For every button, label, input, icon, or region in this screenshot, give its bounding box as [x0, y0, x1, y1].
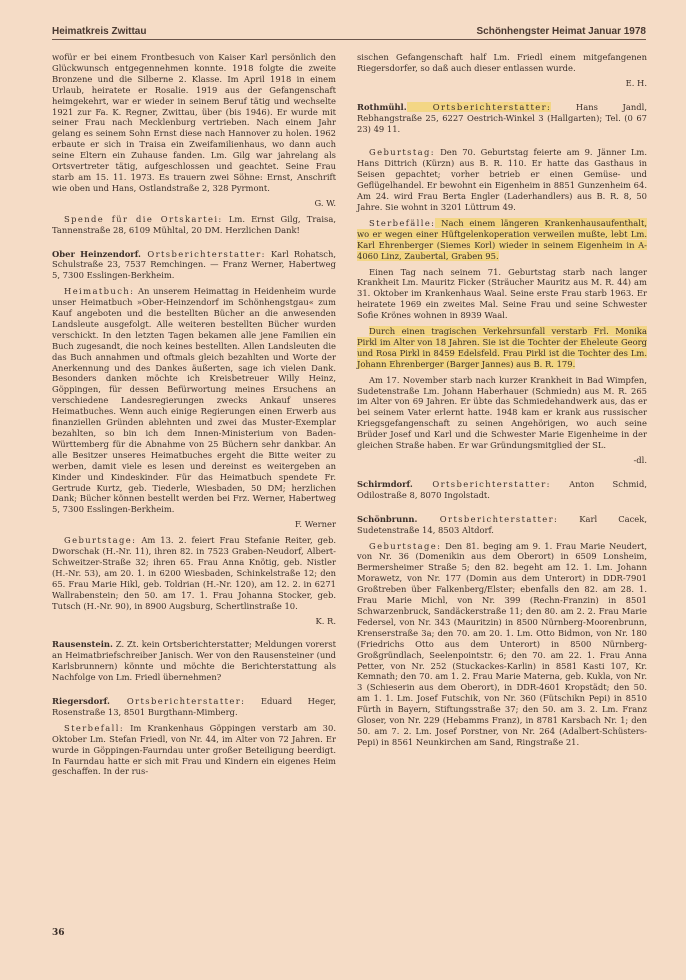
header-left: Heimatkreis Zwittau — [52, 26, 147, 37]
section-label: Ortsberichterstatter: — [412, 478, 551, 489]
running-header — [52, 26, 646, 40]
signature: K. R. — [315, 615, 336, 626]
page-number: 36 — [52, 928, 65, 938]
section-label: Ortsberichterstatter: — [406, 101, 552, 112]
place-heading: Schirmdorf. — [357, 478, 413, 489]
section-label: Spende für die Ortskartei: — [64, 213, 223, 224]
paragraph-sterbefall: Sterbefall: Im Krankenhaus Göppingen verstarb am 30. Oktober Lm. Stefan Friedl, von Nr. 44, im Alter von 72 Jahren. Er wurde in Göppingen-Faurndau unter großer Beteiligung beerdigt. In Faurndau hatte er sich mit Frau und Kindern ein eigenes Heim geschaffen. In der rus- — [52, 722, 336, 777]
section-label: Ortsberichterstatter: — [417, 513, 559, 524]
signature: G. W. — [314, 197, 336, 208]
section-label: Ortsberichterstatter: — [140, 248, 266, 259]
paragraph-rausenstein: Rausenstein. Z. Zt. kein Ortsberichterstatter; Meldungen vorerst an Heimatbriefschreiber Janisch. Wer von den Rausensteiner (und Karlsbrunnern) könnte und möchte die Berichterstattung als Nachfolge von Lm. Friedl übernehmen? — [52, 639, 336, 683]
paragraph-pirkl: Durch einen tragischen Verkehrsunfall verstarb Frl. Monika Pirkl im Alter von 18 Jahren. Sie ist die Tochter der Eheleute Georg und Rosa Pirkl in 8459 Edelsfeld. Frau Pirkl ist die Tochter des Lm. Johann Ehrenberger (Barger Jannes) aus B. R. 179. — [357, 326, 647, 369]
signature: F. Werner — [294, 519, 336, 530]
header-right: Schönhengster Heimat Januar 1978 — [476, 26, 646, 37]
section-label: Geburtstag: — [369, 147, 436, 158]
section-label: Sterbefälle: — [369, 217, 436, 228]
section-label: Ortsberichterstatter: — [109, 696, 246, 707]
paragraph-haberhauer: Am 17. November starb nach kurzer Krankheit in Bad Wimpfen, Sudetenstraße Lm. Johann Haberhauer (Schmiedn) aus M. R. 265 im Alter von 69 Jahren. Er übte das Schmiedehandwerk aus, das er bei seinem Vater erlernt hatte. 1948 kam er krank aus russischer Kriegsgefangenschaft zu seinen Angehörigen, wo auch seine Brüder Josef und Karl und die Schwester Marie Eigenheime in der gleichen Straße haben. Er war Gründungsmitglied der SL. — [357, 374, 647, 451]
place-heading: Rothmühl. — [357, 101, 407, 112]
paragraph-gilg: wofür er bei einem Frontbesuch von Kaiser Karl persönlich den Glückwunsch entgegennehmen konnte. 1918 folgte die zweite Bronzene und die Silberne 2. Klasse. Im April 1918 in einem Urlaub, heiratete er Rosalie. 1919 aus der Gefangenschaft heimgekehrt, war er wieder in seinem Beruf tätig und wechselte 1921 zur Fa. K. Regner, Zwittau, über (bis 1946). Er wurde mit seiner Frau nach Mecklenburg vertrieben. Nach einem Jahr gelang es seinem Sohn Ernst diese nach Hannover zu holen. 1962 erbaute er sich in Traisa ein Zweifamilienhaus, wo dann auch seine Eltern ein Zuhause fanden. Lm. Gilg war jahrelang als Ortsvertreter tätig, aufgeschlossen und geachtet. Seine Frau starb am 15. 11. 1973. Es trauern zwei Söhne: Ernst, Anschrift wie oben und Hans, Ostlandstraße 2, 328 Pyrmont. — [52, 52, 336, 193]
section-label: Geburtstage: — [64, 535, 137, 546]
signature: E. H. — [625, 77, 647, 88]
paragraph-heimatbuch: Heimatbuch: An unserem Heimattag in Heidenheim wurde unser Heimatbuch »Ober-Heinzendorf im Schönhengstgau« zum Kauf angeboten und die bestellten Bücher an die anwesenden Landsleute ausgefolgt. Alle weiteren bestellten Bücher wurden verschickt. In den letzten Tagen bekamen alle jene Familien ein Buch zugesandt, die noch keines bestellten. Allen Landsleuten die das Buch annahmen und oftmals gleich bezahlten und Worte der Anerkennung und des Dankes äußerten, sage ich vielen Dank. Besonders danken möchte ich Kreisbetreuer Willy Heinz, Göppingen, für dessen Befürwortung meines Ersuchens an verschiedene Landesregierungen zwecks Ankauf unseres Heimatbuches. Wenn auch einige Regierungen einen Erwerb aus finanziellen Gründen ablehnten und zwei das Muster-Exemplar bezahlten, so bin ich dem Innen-Ministerium von Baden-Württemberg für die Abnahme von 25 Büchern sehr dankbar. An alle Besitzer unseres Heimatbuches ergeht die Bitte weiter zu werben, damit viele es lesen und dereinst es weitergeben an Kinder und Kindeskinder. Für das Heimatbuch spendete Fr. Gertrude Kurtz, geb. Tiederle, Wiesbaden, 50 DM; herzlichen Dank; Bücher können bestellt werden bei Frz. Werner, Habertweg 5, 7300 Esslingen-Berkheim. — [52, 286, 336, 515]
paragraph-schirmdorf: Schirmdorf. Ortsberichterstatter: Anton Schmid, Odilostraße 8, 8070 Ingolstadt. — [357, 478, 647, 500]
paragraph-sterbefaelle: Sterbefälle: Nach einem längeren Krankenhausaufenthalt, wo er wegen einer Hüftgelenkoperation verweilen mußte, lebt Lm. Karl Ehrenberger (Siemes Korl) wieder in seinem Eigenheim in A-4060 Linz, Zaubertal, Graben 95. — [357, 217, 647, 261]
right-column — [357, 52, 647, 753]
paragraph-geburtstage-schoenbrunn: Geburtstage: Den 81. beging am 9. 1. Frau Marie Neudert, von Nr. 36 (Domenikin aus dem Oberort) in 6509 Lonsheim, Bermersheimer Straße 5; den 82. begeht am 12. 1. Lm. Johann Morawetz, von Nr. 177 (Domin aus dem Unterort) in DDR-7901 Großtreben über Falkenberg/Elster; ebenfalls den 82. am 28. 1. Frau Marie Michl, von Nr. 399 (Rechn-Franzin) in 8501 Schwarzenbruck, Sandäckerstraße 11; den 80. am 2. 2. Frau Marie Federsel, von Nr. 343 (Mauritzin) in 8500 Nürnberg-Moorenbrunn, Krenserstraße 3a; den 70. am 20. 1. Lm. Otto Bidmon, von Nr. 180 (Friedrichs Otto aus dem Unterort) in 8500 Nürnberg-Großgründlach, Seelenpointstr. 6; den 70. am 22. 1. Frau Anna Petter, von Nr. 252 (Stuckackes-Karlin) in 8581 Kasti 107, Kr. Kemnath; den 70. am 1. 2. Frau Marie Materna, geb. Kukla, von Nr. 3 (Schieserin aus dem Oberort), in DDR-4601 Kropstädt; den 50. am 1. 1. Lm. Josef Futschik, von Nr. 360 (Fütschikn Pepi) in 8510 Fürth in Bayern, Stiftungsstraße 37; den 50. am 3. 2. Lm. Franz Gloser, von Nr. 229 (Hebamms Franz), in 8781 Karsbach Nr. 1; den 50. am 7. 2. Lm. Josef Porstner, von Nr. 264 (Adalbert-Schüsters-Pepi) in 8561 Neunkirchen am Sand, Ringstraße 21. — [357, 540, 647, 747]
paragraph-spende: Spende für die Ortskartei: Lm. Ernst Gilg, Traisa, Tannenstraße 28, 6109 Mühltal, 20 DM. Herzlichen Dank! — [52, 213, 336, 235]
paragraph-rothmuehl: Rothmühl. Ortsberichterstatter: Hans Jandl, Rebhangstraße 25, 6227 Oestrich-Winkel 3 (Hallgarten); Tel. (0 67 23) 49 11. — [357, 101, 647, 134]
paragraph-schoenbrunn: Schönbrunn. Ortsberichterstatter: Karl Cacek, Sudetenstraße 14, 8503 Altdorf. — [357, 513, 648, 535]
paragraph-ficker: Einen Tag nach seinem 71. Geburtstag starb nach langer Krankheit Lm. Mauritz Ficker (Sträucher Mauritz aus M. R. 44) am 31. Oktober im Krankenhaus Waal. Seine erste Frau starb 1963. Er heiratete 1969 ein zweites Mal. Seine Frau und seine Schwester Sofie Krönes wohnen in 8939 Waal. — [357, 266, 647, 321]
section-label: Sterbefall: — [64, 722, 125, 733]
left-column — [52, 52, 336, 782]
place-heading: Ober Heinzendorf. — [52, 248, 141, 259]
section-label: Geburtstage: — [369, 540, 442, 551]
place-heading: Schönbrunn. — [357, 513, 418, 524]
section-label: Heimatbuch: — [64, 286, 135, 297]
paragraph-continuation: sischen Gefangenschaft half Lm. Friedl einem mitgefangenen Riegersdorfer, so daß auch dieser entlassen wurde. — [357, 52, 647, 73]
place-heading: Riegersdorf. — [52, 696, 110, 707]
signature: -dl. — [633, 455, 647, 465]
paragraph-ober-heinzendorf: Ober Heinzendorf. Ortsberichterstatter: Karl Rohatsch, Schulstraße 23, 7537 Remchingen. — Franz Werner, Habertweg 5, 7300 Esslingen-Berkheim. — [52, 248, 336, 281]
paragraph-geburtstage: Geburtstage: Am 13. 2. feiert Frau Stefanie Reiter, geb. Dworschak (H.-Nr. 11), ihren 82. in 7523 Graben-Neudorf, Albert-Schweitzer-Straße 32; ihren 65. Frau Anna Knötig, geb. Nistler (H.-Nr. 53), am 20. 1. in 6200 Wiesbaden, Schinkelstraße 12; den 65. Frau Marie Hikl, geb. Toldrian (H.-Nr. 120), am 12. 2. in 6271 Wallrabenstein; den 50. am 17. 1. Frau Johanna Stocker, geb. Tutsch (H.-Nr. 90), in 8900 Augsburg, Schertlinstraße 10. — [52, 535, 336, 611]
paragraph-riegersdorf: Riegersdorf. Ortsberichterstatter: Eduard Heger, Rosenstraße 13, 8501 Burgthann-Mimberg. — [52, 696, 337, 717]
place-heading: Rausenstein. — [52, 639, 113, 650]
paragraph-geburtstag: Geburtstag: Den 70. Geburtstag feierte am 9. Jänner Lm. Hans Dittrich (Kürzn) aus B. R. 110. Er hatte das Gasthaus in Seisen gepachtet; vorher betrieb er einen Gemüse- und Geflügelhandel. Er bewohnt ein Eigenheim in 8851 Gunzenheim 64. Am 24. wird Frau Berta Engler (Laderhandlers) aus B. R. 8, 50 Jahre. Sie wohnt in 3201 Lüttrum 49. — [357, 147, 647, 212]
